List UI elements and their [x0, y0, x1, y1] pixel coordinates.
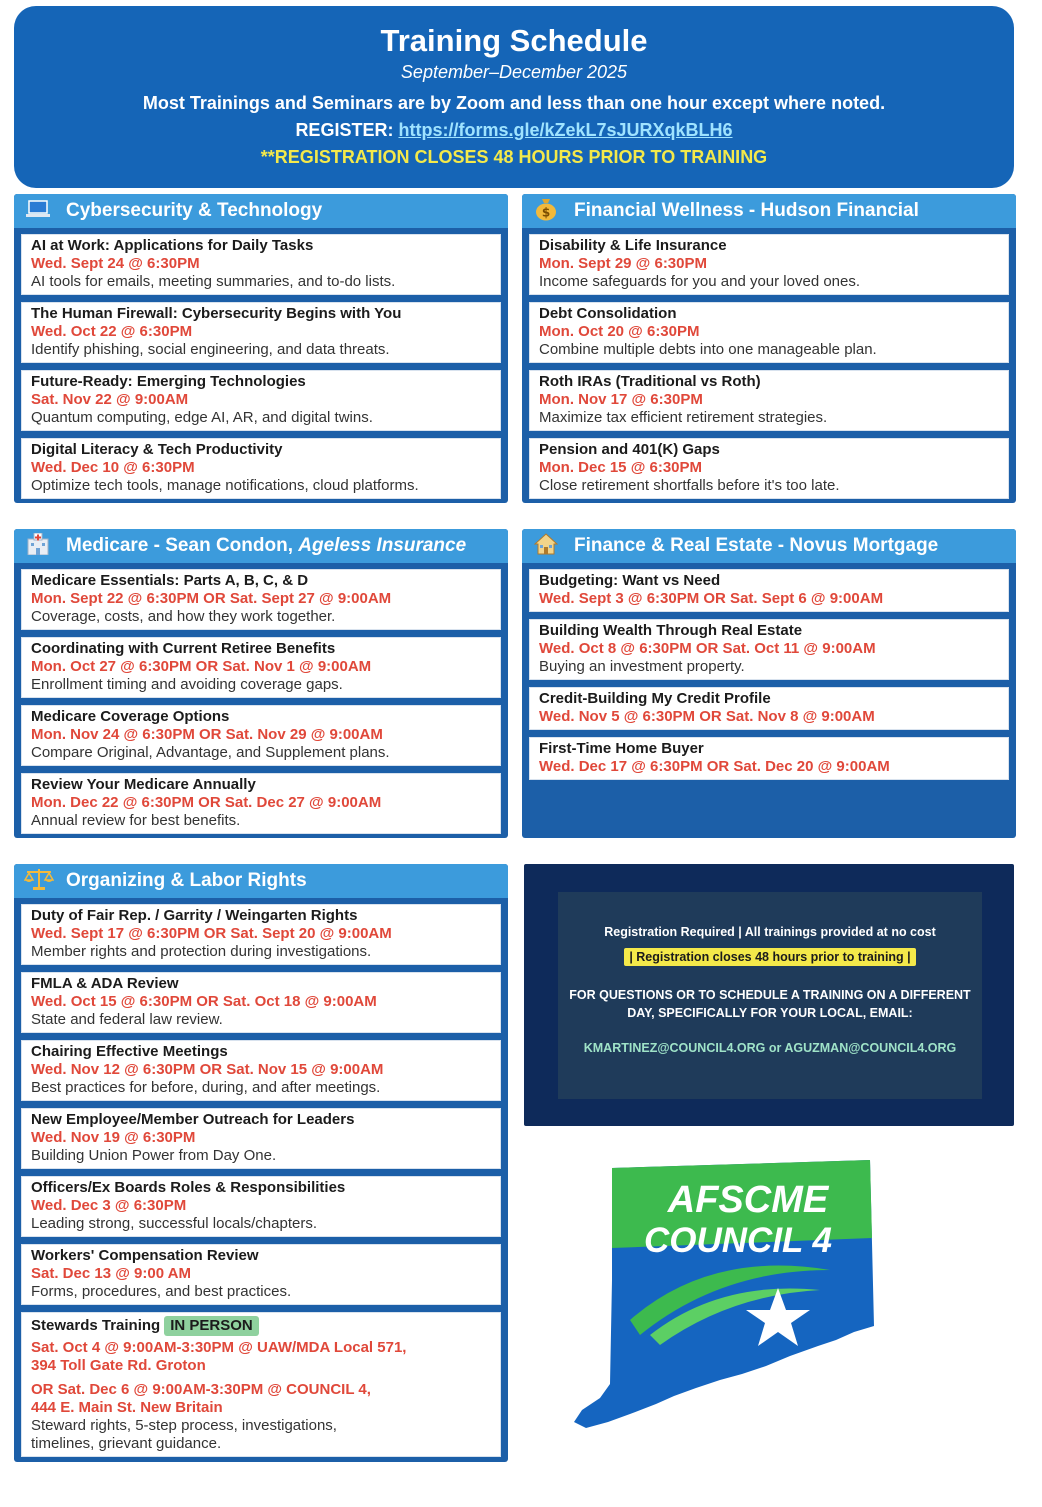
training-card — [529, 234, 1009, 295]
zoom-note: Most Trainings and Seminars are by Zoom and less than one hour except where noted. — [142, 93, 886, 113]
training-title: Medicare Essentials: Parts A, B, C, & D — [31, 572, 309, 589]
training-card — [21, 1176, 501, 1237]
training-desc: Compare Original, Advantage, and Supplement plans. — [31, 744, 390, 761]
training-date: OR Sat. Dec 6 @ 9:00AM-3:30PM @ COUNCIL 4, — [31, 1381, 371, 1398]
training-date: Wed. Nov 19 @ 6:30PM — [31, 1129, 196, 1146]
panel-header — [522, 529, 1016, 563]
scales-icon — [24, 867, 52, 896]
training-desc: Enrollment timing and avoiding coverage gaps. — [31, 676, 343, 693]
logo-line1: AFSCME — [667, 1179, 829, 1221]
training-title: The Human Firewall: Cybersecurity Begins with You — [31, 305, 402, 322]
training-title: Officers/Ex Boards Roles & Responsibilities — [31, 1179, 346, 1196]
training-date: Sat. Nov 22 @ 9:00AM — [31, 391, 189, 408]
training-card — [21, 438, 501, 499]
training-card — [21, 904, 501, 965]
training-card — [21, 1040, 501, 1101]
training-desc: Leading strong, successful locals/chapters. — [31, 1215, 317, 1232]
training-location: 444 E. Main St. New Britain — [31, 1399, 223, 1416]
training-title: AI at Work: Applications for Daily Tasks — [31, 237, 314, 254]
training-date: Wed. Oct 22 @ 6:30PM — [31, 323, 193, 340]
training-date: Wed. Dec 10 @ 6:30PM — [31, 459, 195, 476]
training-date: Mon. Nov 17 @ 6:30PM — [539, 391, 703, 408]
training-desc: Forms, procedures, and best practices. — [31, 1283, 292, 1300]
panel-financial-wellness — [522, 194, 1016, 503]
training-date: Wed. Nov 5 @ 6:30PM OR Sat. Nov 8 @ 9:00AM — [539, 708, 875, 725]
panel-header — [522, 194, 1016, 228]
training-date: Wed. Dec 17 @ 6:30PM OR Sat. Dec 20 @ 9:00AM — [539, 758, 890, 775]
registration-required-note: Registration Required | All trainings provided at no cost — [604, 925, 936, 939]
training-title: Future-Ready: Emerging Technologies — [31, 373, 306, 390]
training-title: Roth IRAs (Traditional vs Roth) — [539, 373, 761, 390]
panel-header — [14, 864, 508, 898]
training-date: Wed. Dec 3 @ 6:30PM — [31, 1197, 187, 1214]
training-desc: Coverage, costs, and how they work together. — [31, 608, 336, 625]
info-box — [524, 864, 1014, 1126]
training-title: Budgeting: Want vs Need — [539, 572, 721, 589]
training-desc: Close retirement shortfalls before it's too late. — [539, 477, 840, 494]
training-card — [21, 234, 501, 295]
training-desc: Quantum computing, edge AI, AR, and digital twins. — [31, 409, 373, 426]
training-title: Building Wealth Through Real Estate — [539, 622, 803, 639]
training-desc: Maximize tax efficient retirement strategies. — [539, 409, 828, 426]
panel-real-estate — [522, 529, 1016, 838]
training-date: Mon. Sept 29 @ 6:30PM — [539, 255, 707, 272]
training-card — [529, 737, 1009, 780]
training-title: Disability & Life Insurance — [539, 237, 727, 254]
training-title: Debt Consolidation — [539, 305, 677, 322]
training-title: Review Your Medicare Annually — [31, 776, 256, 793]
training-title — [31, 1316, 491, 1336]
training-title: First-Time Home Buyer — [539, 740, 704, 757]
panel-title-company: Ageless Insurance — [298, 535, 467, 556]
training-desc: Optimize tech tools, manage notifications, cloud platforms. — [31, 477, 419, 494]
registration-closes-note: **REGISTRATION CLOSES 48 HOURS PRIOR TO TRAINING — [260, 147, 768, 167]
training-card — [21, 637, 501, 698]
panel-header — [14, 194, 508, 228]
laptop-icon — [24, 200, 52, 223]
training-date: Wed. Oct 15 @ 6:30PM OR Sat. Oct 18 @ 9:00AM — [31, 993, 377, 1010]
training-desc: Building Union Power from Day One. — [31, 1147, 277, 1164]
training-card — [529, 302, 1009, 363]
header-banner — [14, 6, 1014, 188]
training-title: Chairing Effective Meetings — [31, 1043, 228, 1060]
panel-title-text: Medicare - Sean Condon, — [66, 535, 299, 556]
training-title: New Employee/Member Outreach for Leaders — [31, 1111, 355, 1128]
hospital-icon — [24, 533, 52, 560]
afscme-council4-logo — [570, 1160, 882, 1430]
training-desc: Annual review for best benefits. — [31, 812, 241, 829]
training-title: Coordinating with Current Retiree Benefits — [31, 640, 336, 657]
panel-labor-rights — [14, 864, 508, 1462]
training-desc: Steward rights, 5-step process, investigations, — [31, 1417, 337, 1434]
training-date: Wed. Sept 3 @ 6:30PM OR Sat. Sept 6 @ 9:00AM — [539, 590, 884, 607]
training-title: Pension and 401(K) Gaps — [539, 441, 720, 458]
panel-cybersecurity — [14, 194, 508, 503]
training-card — [529, 569, 1009, 612]
training-title: Credit-Building My Credit Profile — [539, 690, 771, 707]
panel-title: Financial Wellness - Hudson Financial — [574, 200, 919, 221]
panel-title: Finance & Real Estate - Novus Mortgage — [574, 535, 939, 556]
training-card — [529, 438, 1009, 499]
register-label: REGISTER: — [295, 120, 394, 140]
training-date: Sat. Oct 4 @ 9:00AM-3:30PM @ UAW/MDA Local 571, — [31, 1339, 407, 1356]
register-line — [14, 119, 1014, 141]
panel-title: Cybersecurity & Technology — [66, 200, 323, 221]
training-title: Workers' Compensation Review — [31, 1247, 259, 1264]
training-desc: timelines, grievant guidance. — [31, 1435, 222, 1452]
logo-line2: COUNCIL 4 — [644, 1221, 832, 1260]
training-date: Wed. Oct 8 @ 6:30PM OR Sat. Oct 11 @ 9:00AM — [539, 640, 876, 657]
money-bag-icon — [532, 197, 560, 226]
training-date: Wed. Nov 12 @ 6:30PM OR Sat. Nov 15 @ 9:00AM — [31, 1061, 384, 1078]
stewards-training-card — [21, 1312, 501, 1457]
panel-header — [14, 529, 508, 563]
training-card — [529, 619, 1009, 680]
training-date: Mon. Oct 27 @ 6:30PM OR Sat. Nov 1 @ 9:00AM — [31, 658, 372, 675]
training-card — [529, 687, 1009, 730]
info-box-inner — [558, 892, 982, 1099]
training-desc: Identify phishing, social engineering, and data threats. — [31, 341, 390, 358]
training-card — [21, 370, 501, 431]
svg-text:$: $ — [541, 205, 551, 219]
training-date: Mon. Sept 22 @ 6:30PM OR Sat. Sept 27 @ 9:00AM — [31, 590, 392, 607]
training-date: Wed. Sept 17 @ 6:30PM OR Sat. Sept 20 @ 9:00AM — [31, 925, 392, 942]
training-date: Wed. Sept 24 @ 6:30PM — [31, 255, 200, 272]
stewards-title: Stewards Training — [31, 1317, 161, 1334]
training-desc: Combine multiple debts into one manageable plan. — [539, 341, 877, 358]
panel-title: Organizing & Labor Rights — [66, 870, 307, 891]
training-card — [21, 1108, 501, 1169]
training-desc: Buying an investment property. — [539, 658, 745, 675]
training-desc: Income safeguards for you and your loved ones. — [539, 273, 861, 290]
training-title: FMLA & ADA Review — [31, 975, 179, 992]
training-location: 394 Toll Gate Rd. Groton — [31, 1357, 206, 1374]
questions-note: FOR QUESTIONS OR TO SCHEDULE A TRAINING ON A DIFFERENT DAY, SPECIFICALLY FOR YOUR LOCAL, EMAIL: — [569, 988, 971, 1020]
training-date: Mon. Dec 15 @ 6:30PM — [539, 459, 703, 476]
training-title: Digital Literacy & Tech Productivity — [31, 441, 283, 458]
training-card — [21, 302, 501, 363]
training-date: Sat. Dec 13 @ 9:00 AM — [31, 1265, 191, 1282]
training-title: Medicare Coverage Options — [31, 708, 230, 725]
register-link[interactable]: https://forms.gle/kZekL7sJURXqkBLH6 — [398, 120, 733, 140]
page-title: Training Schedule — [380, 23, 648, 58]
registration-closes-highlight: | Registration closes 48 hours prior to training | — [624, 948, 915, 966]
training-card — [21, 705, 501, 766]
training-date: Mon. Nov 24 @ 6:30PM OR Sat. Nov 29 @ 9:00AM — [31, 726, 383, 743]
training-date: Mon. Dec 22 @ 6:30PM OR Sat. Dec 27 @ 9:00AM — [31, 794, 382, 811]
training-desc: Best practices for before, during, and after meetings. — [31, 1079, 381, 1096]
training-card — [21, 1244, 501, 1305]
training-title: Duty of Fair Rep. / Garrity / Weingarten Rights — [31, 907, 358, 924]
in-person-badge: IN PERSON — [164, 1316, 259, 1336]
panel-title — [66, 535, 466, 557]
house-icon — [532, 533, 560, 560]
training-card — [529, 370, 1009, 431]
training-card — [21, 773, 501, 834]
page-subtitle: September–December 2025 — [400, 62, 628, 82]
training-card — [21, 569, 501, 630]
contact-emails: KMARTINEZ@COUNCIL4.ORG or AGUZMAN@COUNCIL4.ORG — [583, 1041, 957, 1055]
training-desc: AI tools for emails, meeting summaries, and to-do lists. — [31, 273, 396, 290]
training-desc: State and federal law review. — [31, 1011, 223, 1028]
panel-medicare — [14, 529, 508, 838]
training-card — [21, 972, 501, 1033]
training-desc: Member rights and protection during investigations. — [31, 943, 372, 960]
training-date: Mon. Oct 20 @ 6:30PM — [539, 323, 700, 340]
